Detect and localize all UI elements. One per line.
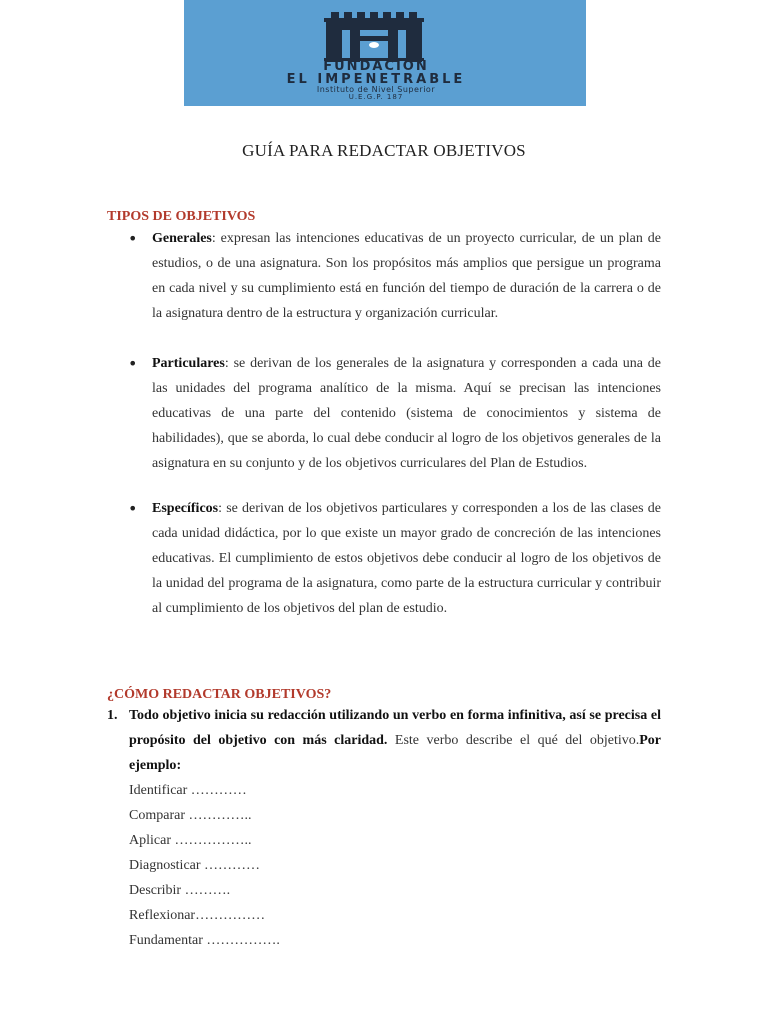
heading-como-redactar: ¿CÓMO REDACTAR OBJETIVOS?	[107, 687, 332, 702]
numbered-item-text	[129, 703, 661, 778]
numbered-item-plain-text: Este verbo describe el qué del objetivo.	[387, 733, 640, 748]
numbered-item-bold-text: Todo objetivo inicia su redacción utilizando un verbo en forma infinitiva, así se precisa el propósito del objetivo con más claridad.	[129, 708, 661, 748]
example-label: Por ejemplo	[129, 733, 661, 773]
bullet-item-especificos	[128, 496, 661, 621]
list-item: Identificar …………	[129, 783, 247, 798]
bullet-icon: •	[128, 499, 138, 518]
bullet-icon: •	[128, 354, 138, 373]
list-item: Aplicar ……………..	[129, 833, 252, 848]
list-number: 1.	[107, 708, 118, 723]
logo-line-4: U.E.G.P. 187	[348, 93, 404, 101]
bullet-term: Específicos	[152, 501, 219, 516]
bullet-text	[152, 226, 661, 326]
bullet-term: Particulares	[152, 356, 225, 371]
institution-logo	[184, 0, 586, 106]
list-item: Fundamentar …………….	[129, 933, 280, 948]
list-item: Comparar …………..	[129, 808, 252, 823]
bullet-text	[152, 351, 661, 476]
bullet-description: : se derivan de los generales de la asignatura y corresponden a cada una de las unidades del programa analítico de la misma. Aquí se precisan las intenciones educativas de una parte del contenido (sistema de conocimientos y sistema de habilidades), que se aborda, lo cual debe conducir al logro de los objetivos generales de la asignatura en su conjunto y de los objetivos curriculares del Plan de Estudios.	[152, 356, 661, 471]
bullet-item-particulares	[128, 351, 661, 476]
document-title: GUÍA PARA REDACTAR OBJETIVOS	[242, 141, 526, 160]
heading-tipos: TIPOS DE OBJETIVOS	[107, 209, 256, 224]
verb-examples-list	[129, 778, 280, 953]
numbered-item-1	[107, 703, 661, 778]
bullet-description: : se derivan de los objetivos particulares y corresponden a los de las clases de cada unidad didáctica, por lo que existe un mayor grado de concreción de las intenciones educativas. El cumplimiento de estos objetivos debe conducir al logro de los objetivos de la unidad del programa de la asignatura, como parte de la estructura curricular y contribuir al cumplimiento de los objetivos del plan de estudio.	[152, 501, 661, 616]
bullet-icon: •	[128, 229, 138, 248]
logo-line-3: Instituto de Nivel Superior	[316, 85, 436, 94]
list-item: Describir ……….	[129, 883, 231, 898]
bullet-text	[152, 496, 661, 621]
bullet-term: Generales	[152, 231, 212, 246]
bullet-description: : expresan las intenciones educativas de un proyecto curricular, de un plan de estudios, o de una asignatura. Son los propósitos más amplios que persigue un programa en cada nivel y su cumplimiento está en función del tiempo de duración de la carrera o de la asignatura dentro de la estructura y organización curricular.	[152, 231, 661, 321]
bullet-item-generales	[128, 226, 661, 326]
list-item: Diagnosticar …………	[129, 858, 261, 873]
example-suffix: :	[176, 758, 182, 773]
logo-line-2: EL IMPENETRABLE	[286, 72, 466, 87]
list-item: Reflexionar……………	[129, 908, 266, 923]
logo-line-1: FUNDACIÓN	[323, 59, 429, 74]
